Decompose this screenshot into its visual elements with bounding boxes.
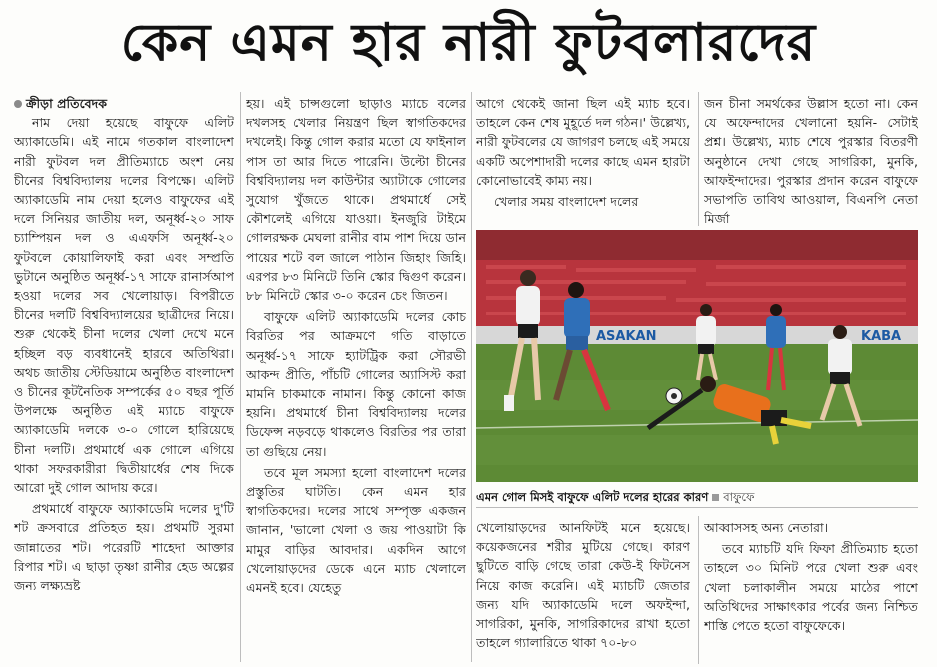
paragraph: হয়। এই চান্সগুলো ছাড়াও ম্যাচে বলের দখলসহ খেলার নিয়ন্ত্রণ ছিল স্বাগতিকদের দখলেই। কিন্তু গোল করার মতো যে ফাইনাল পাস তা আর দিতে পারেনি। উল্টো চীনের বিশ্ববিদ্যালয় দল কাউন্টার অ্যাটাকে গোলের সুযোগ খুঁজতে থাকে। প্রথমার্ধে সেই কৌশলেই এগিয়ে যাওয়া। ইনজুরি টাইমে গোলরক্ষক মেঘলা রানীর বাম পাশ দিয়ে ডান পায়ের শটে বল জালে পাঠান জিহাং জিহি। এরপর ৮৩ মিনিটে তিনি স্কোর দ্বিগুণ করেন। ৮৮ মিনিটে স্কোর ৩-০ করেন চেং জিতন। <box>246 96 466 304</box>
paragraph: আব্বাসসহ অন্য নেতারা। <box>704 520 829 535</box>
separator-icon <box>712 494 719 501</box>
paragraph: তবে মূল সমস্যা হলো বাংলাদেশ দলের প্রস্তুতির ঘাটতি। কেন এমন হার স্বাগতিকদের। দলের সাথে সম্পৃক্ত একজন জানান, 'ভালো খেলা ও জয় পাওয়াটা কি মামুর বাড়ির আবদার। একদিন আগে খেলোয়াড়দের ডেকে এনে ম্যাচ খেলালে এমনই হবে। যেহেতু <box>246 464 466 596</box>
paragraph: জন চীনা সমর্থকের উল্লাস হতো না। কেন যে অফেন্দাদের খেলানো হয়নি- সেটাই প্রশ্ন। উল্লেখ্য, ম্যাচ শেষে পুরস্কার বিতরণী অনুষ্ঠানে দেখা গেছে সাগরিকা, মুনকি, আফইন্দাদের। পুরস্কার প্রদান করেন বাফুফে সভাপতি তাবিথ আওয়াল, বিএনপি নেতা মির্জা <box>704 96 918 226</box>
paragraph: খেলার সময় বাংলাদেশ দলের <box>494 194 639 210</box>
photo-credit: বাফুফে <box>723 490 755 504</box>
column-3-top <box>476 94 690 226</box>
paragraph: তবে ম্যাচটি যদি ফিফা প্রীতিম্যাচ হতো তাহলে ৩০ মিনিট পরে খেলা শুরু এবং খেলা চলাকালীন সময়ে মাঠের পাশে অতিথিদের সাক্ষাৎকার পর্বের জন্য নিশ্চিত শাস্তি পেতে হতো বাফুফেকে। <box>704 541 918 634</box>
board-text: ASAKAN <box>596 329 657 344</box>
paragraph: নাম দেয়া হয়েছে বাফুফে এলিট অ্যাকাডেমি। এই নামে গতকাল বাংলাদেশ নারী ফুটবল দল প্রীতিম্যাচে অংশ নেয় চীনের বিশ্ববিদ্যালয় দলের বিপক্ষে। এলিট অ্যাকাডেমি নাম দেয়া হলেও বাফুফের এই দলে সিনিয়র জাতীয় দল, অনূর্ধ্ব-২০ সাফ চ্যাম্পিয়ন দল ও এএফসি অনূর্ধ্ব-২০ ফুটবলে কোয়ালিফাই করা এবং সম্প্রতি ভুটানে অনুষ্ঠিত অনূর্ধ্ব-১৭ সাফে রানার্সআপ হওয়া দলের সব খেলোয়াড়। বিপরীতে চীনের দলটি বিশ্ববিদ্যালয়ের ছাত্রীদের নিয়ে। শুরু থেকেই চীনা দলের খেলা দেখে মনে হচ্ছিল বড় ব্যবধানেই হারবে অতিথিরা। অথচ জাতীয় স্টেডিয়ামে অনুষ্ঠিত বাংলাদেশ ও চীনের কূটনৈতিক সম্পর্কের ৫০ বছর পূর্তি উপলক্ষে অনুষ্ঠিত এই ম্যাচে বাফুফে অ্যাকাডেমি দলকে ৩-০ গোলে হারিয়েছে চীনা দলটি। প্রথমার্ধে এক গোলে এগিয়ে থাকা সফরকারীরা দ্বিতীয়ার্ধের শেষ দিকে আরো দুই গোল আদায় করে। <box>14 115 234 496</box>
board-text: KABA <box>861 329 902 344</box>
paragraph: প্রথমার্ধে বাফুফে অ্যাকাডেমি দলের দু'টি শট ক্রসবারে প্রতিহত হয়। প্রথমটি সুরমা জান্নাতের শট। পরেরটি শাহেদা আক্তার রিপার শট। এ ছাড়া তৃষ্ণা রানীর হেড অল্পের জন্য লক্ষ্যভ্রষ্ট <box>14 501 234 594</box>
bullet-icon <box>14 100 22 108</box>
column-1 <box>14 94 234 664</box>
column-rule <box>471 92 472 662</box>
match-photo <box>476 230 918 482</box>
column-2 <box>246 94 466 664</box>
photo-caption <box>476 486 918 508</box>
paragraph: খেলোয়াড়দের আনফিটই মনে হয়েছে। কয়েকজনের শরীর মুটিয়ে গেছে। কারণ ছুটিতে বাড়ি গেছে তারা কেউ-ই ফিটনেস নিয়ে কাজ করেনি। এই ম্যাচটি জেতার জন্য যদি অ্যাকাডেমি দলে অফইন্দা, সাগরিকা, মুনকি, সাগরিকাদের রাখা হতো তাহলে গ্যালারিতে থাকা ৭০-৮০ <box>476 520 690 651</box>
column-4-bottom <box>704 518 918 664</box>
column-rule <box>698 92 699 226</box>
column-3-bottom <box>476 518 690 664</box>
byline <box>14 94 234 113</box>
caption-text: এমন গোল মিসই বাফুফে এলিট দলের হারের কারণ <box>476 490 709 504</box>
column-4-top <box>704 94 918 226</box>
headline: কেন এমন হার নারী ফুটবলারদের <box>120 13 817 73</box>
match-photo-illustration <box>476 230 918 482</box>
column-rule <box>698 516 699 664</box>
byline-text: ক্রীড়া প্রতিবেদক <box>26 96 108 111</box>
paragraph: আগে থেকেই জানা ছিল এই ম্যাচ হবে। তাহলে কেন শেষ মুহূর্তে দল গঠন।' উল্লেখ্য, নারী ফুটবলের যে জাগরণ চলছে এই সময়ে একটি অপেশাদারী দলের কাছে এমন হারটা কোনোভাবেই কাম্য নয়। <box>476 96 690 188</box>
paragraph: বাফুফে এলিট অ্যাকাডেমি দলের কোচ বিরতির পর আক্রমণে গতি বাড়াতে অনূর্ধ্ব-১৭ সাফে হ্যাটট্রিক করা সৌরভী আকন্দ প্রীতি, পাঁচটি গোলের অ্যাসিস্ট করা মামনি চাকমাকে নামান। কিন্তু কোনো কাজ হয়নি। প্রথমার্ধে চীনা বিশ্ববিদ্যালয় দলের ডিফেন্স নড়বড়ে থাকলেও বিরতির পর তারা তা গুছিয়ে নেয়। <box>246 309 466 459</box>
column-rule <box>240 92 241 662</box>
